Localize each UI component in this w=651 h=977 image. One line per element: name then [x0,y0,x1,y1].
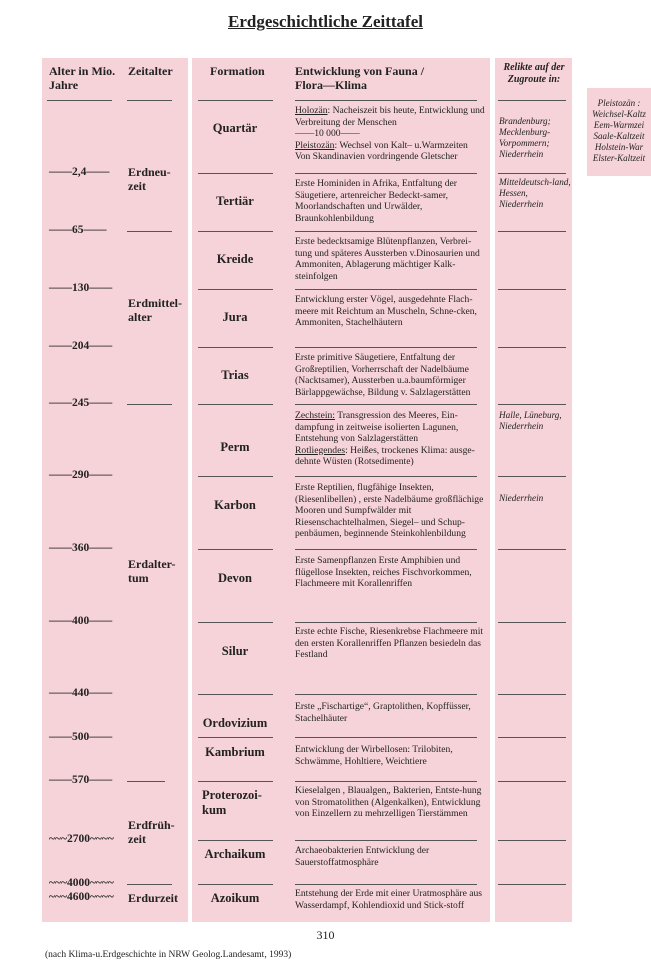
row-rule [498,173,566,174]
era-label: Erdfrüh-zeit [128,818,175,846]
row-rule [295,404,477,405]
row-rule [198,289,273,290]
age-marker: ——2,4—— [49,166,110,178]
age-marker: ——570—— [49,774,113,786]
row-rule [198,840,273,841]
description-kambrium: Entwicklung der Wirbellosen: Trilobiten, Schwämme, Hohltiere, Weichtiere [295,744,453,767]
relic-tertiaer: Mitteldeutsch-land, Hessen, Niederrhein [499,177,571,209]
row-rule [295,622,477,623]
age-marker: ~~~4000~~~~ [49,877,114,889]
header-relics: Relikte auf der Zugroute in: [503,62,565,85]
era-label: Erdmittel-alter [128,296,182,324]
row-rule [498,622,566,623]
formation-label: Perm [220,440,250,454]
row-rule [498,231,566,232]
holozaen-marker: ——10 000—— [295,128,360,140]
row-rule [498,737,566,738]
side-note-line: Holstein-War [594,142,644,152]
formation-label: Azoikum [210,891,260,905]
row-rule [127,231,172,232]
description-karbon: Erste Reptilien, flugfähige Insekten, (Riesenlibellen) , erste Nadelbäume großflächige Mooren und Sumpfwälder mit Riesenschachtelhalmen, Siegel– und Schup-penbäumen, beginnende Steinkohlenbildung [295,482,484,540]
row-rule [295,737,477,738]
formation-label: Proterozoi-kum [202,788,262,817]
description-devon: Erste Samenpflanzen Erste Amphibien und flügellose Insekten, reiches Fischvorkommen, Flachmeere mit Korallenriffen [295,555,472,590]
row-rule [498,347,566,348]
row-rule [198,884,273,885]
row-rule [498,289,566,290]
formation-label: Devon [217,571,253,585]
age-marker: ——440—— [49,687,113,699]
description-trias: Erste primitive Säugetiere, Entfaltung der Großreptilien, Vorherrschaft der Nadelbäume (Nacktsamer), Aussterben u.a.baumförmiger Bärlappgewächse, Bildung v. Salzlagerstätten [295,352,471,398]
description-tertiaer: Erste Hominiden in Afrika, Entfaltung der Säugetiere, artenreicher Bedeckt-samer, Moorlandschaften und Urwälder, Braunkohlenbildung [295,178,457,224]
description-silur: Erste echte Fische, Riesenkrebse Flachmeere mit den ersten Korallenriffen Pflanzen besiedeln das Festland [295,626,484,661]
row-rule [498,781,566,782]
row-rule [198,231,273,232]
holozaen-label: Holozän [295,105,328,116]
age-marker: ——290—— [49,469,113,481]
row-rule [498,476,566,477]
pleistozaen-label: Pleistozän [295,139,335,151]
row-rule [127,884,172,885]
age-marker: ——360—— [49,542,113,554]
age-marker: ——130—— [49,282,113,294]
holozaen-text: : Nacheiszeit bis heute, Entwicklung und Verbreitung der Menschen [295,105,485,128]
row-rule [127,781,165,782]
zechstein-label: Zechstein: [295,410,335,421]
source-note: (nach Klima-u.Erdgeschichte in NRW Geolog.Landesamt, 1993) [45,950,292,960]
row-rule [198,173,273,174]
row-rule [295,884,477,885]
side-note-line: Weichsel-Kaltz [592,109,646,119]
formation-label: Quartär [212,121,258,135]
row-rule [498,840,566,841]
description-azoikum: Entstehung der Erde mit einer Uratmosphäre aus Wasserdampf, Kohlendioxid und Stick-stoff [295,888,483,911]
row-rule [198,694,273,695]
header-development: Entwicklung von Fauna / Flora—Klima [295,64,425,92]
header-rule [47,100,112,101]
row-rule [295,289,477,290]
row-rule [127,404,172,405]
description-ordovizium: Erste „Fischartige“, Graptolithen, Kopffüsser, Stachelhäuter [295,701,471,724]
age-marker: ——400—— [49,615,113,627]
era-label: Erdurzeit [128,891,178,905]
age-marker: ——245—— [49,397,113,409]
row-rule [295,840,477,841]
header-rule [295,100,477,101]
pleistozaen-side-note [587,88,651,176]
side-note-line: Saale-Kaltzeit [593,131,645,141]
description-jura: Entwicklung erster Vögel, ausgedehnte Flach-meere mit Reichtum an Muscheln, Schne-cken, Ammoniten, Stachelhäutern [295,294,477,329]
formation-label: Kambrium [205,745,265,759]
formation-label: Silur [221,644,249,658]
row-rule [498,549,566,550]
formation-label: Tertiär [216,194,254,208]
row-rule [198,549,273,550]
formation-label: Jura [222,310,248,324]
page-title: Erdgeschichtliche Zeittafel [228,12,423,31]
formation-label: Karbon [214,498,256,512]
rotliegendes-label: Rotliegendes [295,444,346,456]
row-rule [295,694,477,695]
row-rule [198,347,273,348]
row-rule [498,694,566,695]
header-formation: Formation [210,64,265,78]
description-kreide: Erste bedecktsamige Blütenpflanzen, Verbrei-tung und späteres Aussterben v.Dinosaurien und Ammoniten, Ablagerung mächtiger Kalk-steinfolgen [295,236,480,282]
row-rule [498,404,566,405]
age-marker: ~~~2700~~~~ [49,833,114,845]
age-marker: ——204—— [49,340,113,352]
description-proterozoikum: Kieselalgen , Blaualgen„ Bakterien, Entste-hung von Stromatolithen (Algenkalken), Entwicklung von Einzellern zu mehrzelligen Tierstämmen [295,785,482,820]
age-marker: ~~~4600~~~~ [49,891,114,903]
formation-label: Trias [221,368,249,382]
formation-label: Kreide [216,252,254,266]
description-perm [295,410,485,468]
header-rule [498,100,566,101]
zechstein-text: Transgression des Meeres, Ein-dampfung in zeitweise isolierten Lagunen, Entstehung von Salzlagerstätten [295,410,459,445]
relic-perm: Halle, Lüneburg, Niederrhein [499,410,562,431]
row-rule [295,549,477,550]
row-rule [498,884,566,885]
row-rule [295,231,477,232]
relic-karbon: Niederrhein [499,493,544,503]
row-rule [198,622,273,623]
row-rule [198,781,273,782]
side-note-line: Pleistozän : [597,98,641,108]
side-note-line: Elster-Kaltzeit [592,153,646,163]
row-rule [198,404,273,405]
rotliegendes-text: : Heißes, trockenes Klima: ausge-dehnte Wüsten (Rotsedimente) [295,444,475,468]
row-rule [295,347,477,348]
row-rule [295,476,477,477]
header-age: Alter in Mio. Jahre [49,64,116,92]
header-rule [198,100,273,101]
row-rule [295,173,477,174]
description-quartaer [295,105,485,163]
relic-quartaer: Brandenburg; Mecklenburg-Vorpommern; Niederrhein [499,116,551,159]
age-marker: ——500—— [49,731,113,743]
age-marker: ——65—— [49,224,107,236]
row-rule [198,737,273,738]
era-label: Erdalter-tum [128,557,176,585]
formation-label: Archaikum [204,847,266,861]
header-era: Zeitalter [128,64,173,78]
era-label: Erdneu-zeit [128,165,171,193]
formation-label: Ordovizium [202,716,268,730]
header-rule [127,100,172,101]
side-note-line: Eem-Warmzei [593,120,645,130]
pleistozaen-text: : Wechsel von Kalt– u.Warmzeiten Von Skandinavien vordringende Gletscher [295,139,468,163]
row-rule [198,476,273,477]
row-rule [295,781,477,782]
page-number: 310 [316,928,335,942]
description-archaikum: Archaeobakterien Entwicklung der Sauerstoffatmosphäre [295,845,430,868]
